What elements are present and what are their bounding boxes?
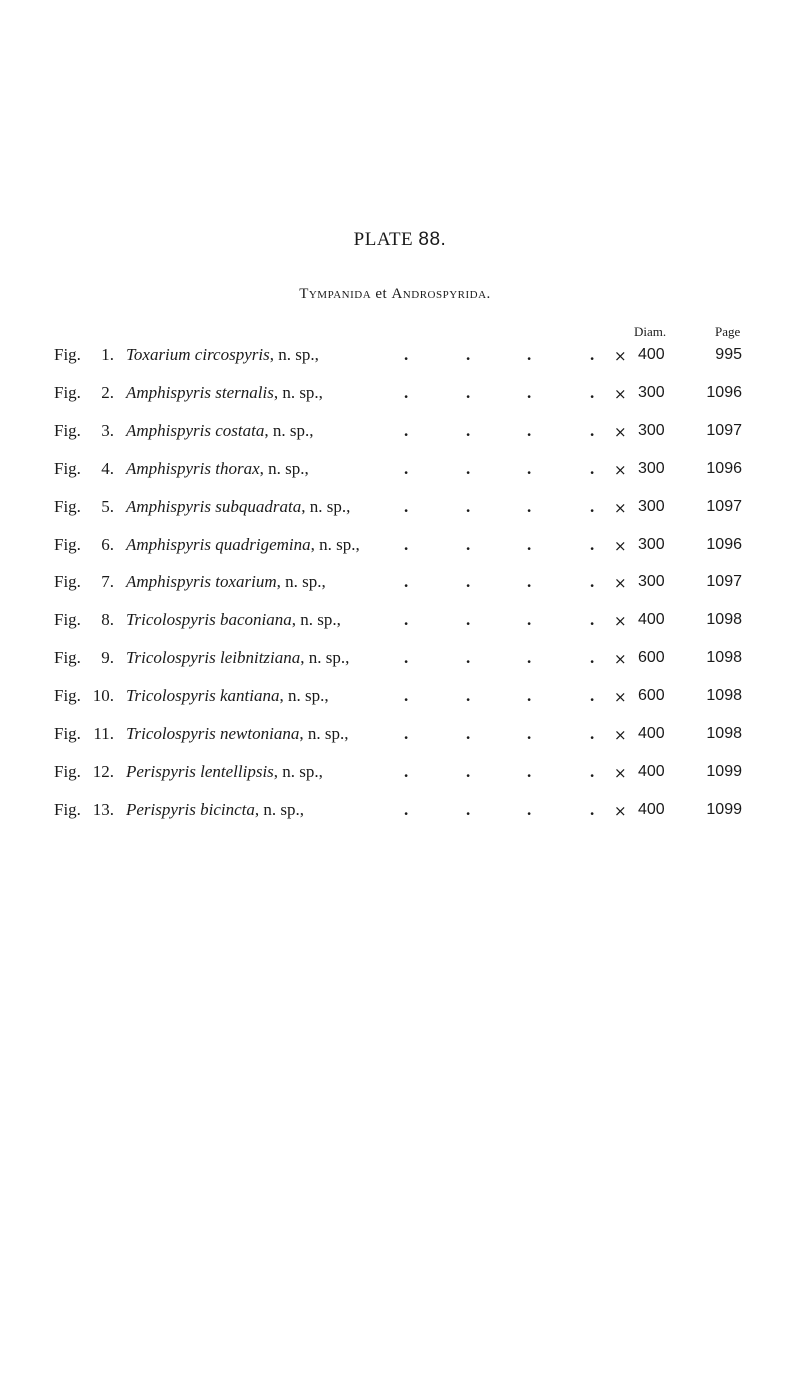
magnification-sign: × (614, 498, 627, 517)
figure-row (0, 610, 800, 636)
species-entry (126, 497, 350, 517)
species-name: Amphispyris thorax (126, 458, 260, 478)
leader-dot: . (590, 648, 595, 668)
diameter-value: 300 (638, 535, 665, 553)
leader-dot: . (527, 572, 532, 592)
species-entry (126, 610, 341, 630)
leader-dot: . (466, 420, 471, 440)
plate-title-prefix: PLATE (353, 229, 414, 250)
figure-row (0, 383, 800, 409)
figure-label: Fig. (54, 799, 81, 819)
page-number: 1096 (706, 459, 742, 477)
leader-dot: . (527, 610, 532, 630)
leader-dot: . (527, 345, 532, 364)
species-suffix: , n. sp., (279, 686, 329, 706)
page-number: 1098 (706, 687, 742, 705)
magnification-sign: × (614, 536, 627, 555)
leader-dot: . (527, 496, 532, 516)
leader-dot: . (590, 496, 595, 516)
species-entry (126, 421, 313, 441)
leader-dot: . (590, 534, 595, 554)
leader-dot: . (466, 496, 471, 516)
species-entry (126, 535, 360, 555)
plate-title-number: 88. (418, 229, 447, 250)
leader-dot: . (404, 458, 409, 478)
leader-dot: . (466, 345, 471, 364)
leader-dot: . (527, 382, 532, 402)
figure-row (0, 800, 800, 826)
species-suffix: , n. sp., (259, 458, 309, 478)
leader-dot: . (590, 724, 595, 743)
magnification-sign: × (614, 612, 627, 631)
figure-number: 9. (101, 648, 114, 668)
figure-number: 5. (101, 496, 114, 516)
diameter-value: 400 (638, 611, 665, 629)
species-name: Amphispyris toxarium (126, 572, 277, 592)
diameter-value: 300 (638, 459, 665, 477)
species-entry (126, 572, 326, 592)
leader-dot: . (527, 799, 532, 819)
species-name: Perispyris lentellipsis (126, 761, 274, 781)
species-name: Amphispyris sternalis (126, 382, 274, 402)
leader-dot: . (590, 572, 595, 592)
subtitle-family-1: Tympanida (299, 286, 372, 302)
leader-dot: . (404, 761, 409, 781)
species-name: Toxarium circospyris (126, 345, 270, 364)
leader-dot: . (404, 496, 409, 516)
leader-dot: . (590, 610, 595, 630)
magnification-sign: × (614, 726, 627, 744)
diameter-value: 400 (638, 800, 665, 818)
page-number: 1098 (706, 725, 742, 742)
leader-dot: . (466, 610, 471, 630)
plate-title (0, 229, 800, 251)
leader-dot: . (590, 420, 595, 440)
species-entry (126, 762, 323, 782)
leader-dot: . (404, 572, 409, 592)
species-suffix: , n. sp., (254, 799, 305, 819)
figure-number: 1. (101, 345, 114, 364)
figure-label: Fig. (54, 761, 81, 781)
magnification-sign: × (614, 460, 627, 479)
magnification-sign: × (614, 347, 627, 365)
species-entry (126, 800, 304, 820)
figure-number: 7. (101, 572, 114, 592)
figure-label: Fig. (54, 496, 81, 516)
leader-dot: . (404, 799, 409, 819)
page-number: 1098 (706, 611, 742, 629)
species-suffix: , n. sp., (269, 345, 319, 364)
leader-dot: . (404, 420, 409, 440)
figure-row (0, 648, 800, 674)
leader-dot: . (527, 724, 532, 743)
figure-row (0, 762, 800, 788)
magnification-sign: × (614, 384, 627, 403)
figure-label: Fig. (54, 724, 81, 743)
figure-label: Fig. (54, 420, 81, 440)
page-number: 1099 (706, 762, 742, 780)
leader-dot: . (466, 648, 471, 668)
species-name: Tricolospyris leibnitziana (126, 648, 301, 668)
magnification-sign: × (614, 650, 627, 669)
figure-row (0, 345, 800, 371)
leader-dot: . (590, 345, 595, 364)
page-number: 995 (715, 346, 742, 363)
leader-dot: . (404, 610, 409, 630)
magnification-sign: × (614, 688, 627, 707)
species-suffix: , n. sp., (273, 761, 323, 781)
leader-dot: . (466, 534, 471, 554)
diameter-value: 400 (638, 762, 665, 780)
leader-dot: . (590, 382, 595, 402)
leader-dot: . (466, 458, 471, 478)
diameter-value: 300 (638, 421, 665, 439)
leader-dot: . (590, 686, 595, 706)
species-suffix: , n. sp., (310, 534, 360, 554)
leader-dot: . (527, 420, 532, 440)
species-suffix: , n. sp., (264, 420, 314, 440)
species-name: Tricolospyris baconiana (126, 610, 292, 630)
species-entry (126, 724, 348, 744)
figure-number: 3. (101, 420, 114, 440)
species-entry (126, 686, 329, 706)
species-name: Amphispyris subquadrata (126, 496, 302, 516)
magnification-sign: × (614, 574, 627, 593)
figure-label: Fig. (54, 648, 81, 668)
species-suffix: , n. sp., (291, 610, 341, 630)
figure-number: 11. (93, 724, 114, 743)
figure-number: 4. (101, 458, 114, 478)
column-header-diameter: Diam. (634, 324, 667, 339)
page-number: 1096 (706, 535, 742, 553)
species-suffix: , n. sp., (299, 724, 349, 743)
figure-label: Fig. (54, 458, 81, 478)
diameter-value: 300 (638, 383, 665, 401)
figure-label: Fig. (54, 572, 81, 592)
leader-dot: . (590, 799, 595, 819)
leader-dot: . (466, 686, 471, 706)
diameter-value: 600 (638, 649, 665, 667)
leader-dot: . (466, 724, 471, 743)
figure-label: Fig. (54, 534, 81, 554)
figure-row (0, 459, 800, 485)
plate-subtitle (0, 286, 790, 303)
species-entry (126, 648, 349, 668)
diameter-value: 600 (638, 687, 665, 705)
leader-dot: . (404, 345, 409, 364)
species-name: Amphispyris costata (126, 420, 265, 440)
leader-dot: . (466, 572, 471, 592)
figure-number: 2. (101, 382, 114, 402)
leader-dot: . (527, 534, 532, 554)
species-name: Perispyris bicincta (126, 799, 255, 819)
subtitle-conjunction: et (371, 286, 392, 302)
leader-dot: . (590, 761, 595, 781)
leader-dot: . (404, 648, 409, 668)
leader-dot: . (527, 761, 532, 781)
figure-row (0, 535, 800, 561)
species-suffix: , n. sp., (301, 496, 351, 516)
diameter-value: 400 (638, 725, 665, 742)
species-name: Tricolospyris newtoniana (126, 724, 300, 743)
diameter-value: 400 (638, 346, 665, 363)
page-number: 1096 (706, 383, 742, 401)
figure-label: Fig. (54, 345, 81, 364)
diameter-value: 300 (638, 497, 665, 515)
species-entry (126, 345, 319, 365)
magnification-sign: × (614, 801, 627, 820)
diameter-value: 300 (638, 573, 665, 591)
subtitle-family-2: Androspyrida. (391, 286, 491, 302)
figure-row (0, 572, 800, 598)
figure-label: Fig. (54, 610, 81, 630)
figure-row (0, 724, 800, 750)
figure-number: 12. (92, 761, 114, 781)
figure-number: 10. (92, 686, 114, 706)
figure-number: 6. (101, 534, 114, 554)
figure-row (0, 421, 800, 447)
page-number: 1097 (706, 573, 742, 591)
leader-dot: . (404, 534, 409, 554)
page-number: 1097 (706, 497, 742, 515)
column-header-page: Page (715, 324, 741, 339)
species-suffix: , n. sp., (276, 572, 326, 592)
page-number: 1098 (706, 649, 742, 667)
species-name: Tricolospyris kantiana (126, 686, 280, 706)
figure-row (0, 497, 800, 523)
leader-dot: . (404, 382, 409, 402)
species-suffix: , n. sp., (300, 648, 350, 668)
leader-dot: . (527, 648, 532, 668)
figure-row (0, 686, 800, 712)
figure-number: 8. (101, 610, 114, 630)
figure-label: Fig. (54, 686, 81, 706)
page-number: 1097 (706, 421, 742, 439)
leader-dot: . (466, 761, 471, 781)
leader-dot: . (527, 458, 532, 478)
page-number: 1099 (706, 800, 742, 818)
species-entry (126, 383, 323, 403)
magnification-sign: × (614, 763, 627, 782)
figure-number: 13. (92, 799, 114, 819)
leader-dot: . (466, 799, 471, 819)
species-entry (126, 459, 309, 479)
magnification-sign: × (614, 422, 627, 441)
leader-dot: . (404, 724, 409, 743)
species-name: Amphispyris quadrigemina (126, 534, 311, 554)
leader-dot: . (404, 686, 409, 706)
leader-dot: . (590, 458, 595, 478)
leader-dot: . (527, 686, 532, 706)
leader-dot: . (466, 382, 471, 402)
figure-label: Fig. (54, 382, 81, 402)
species-suffix: , n. sp., (273, 382, 323, 402)
